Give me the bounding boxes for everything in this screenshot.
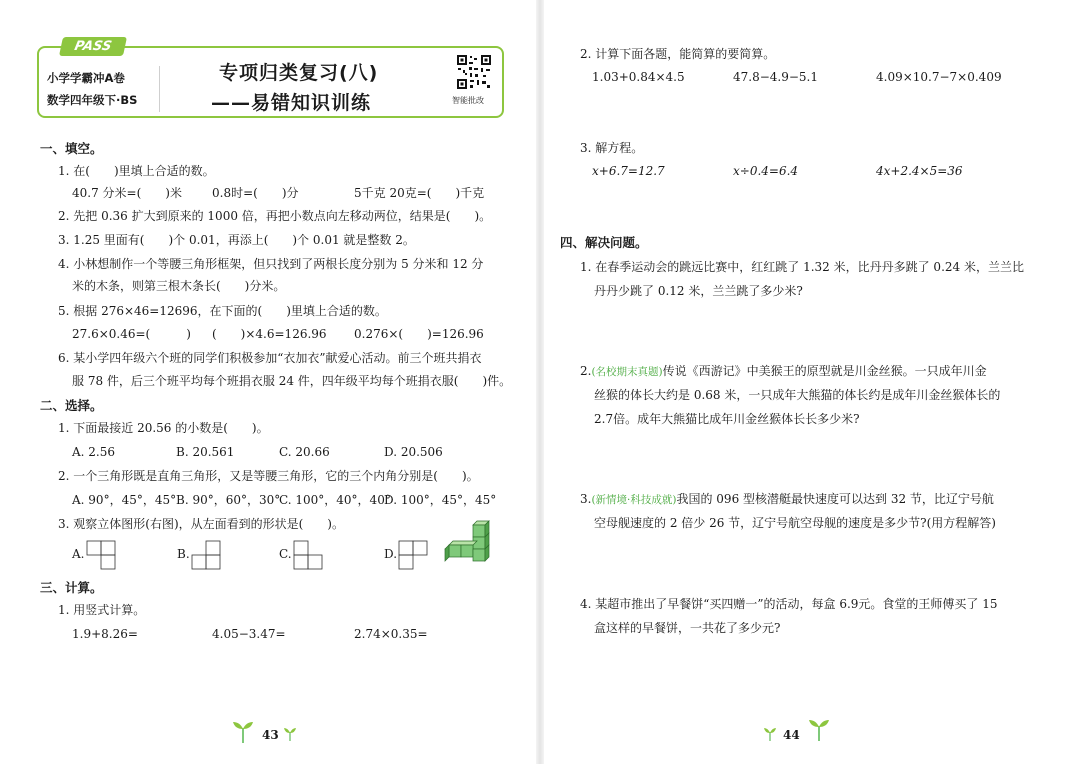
q4-fill-line1: 4. 小林想制作一个等腰三角形框架，但只找到了两根长度分别为 5 分米和 12 分 [58,257,484,271]
calc-q2-item-3: 4.09×10.7−7×0.409 [876,70,1002,84]
calc-q2: 2. 计算下面各题，能简算的要简算。 [580,47,776,61]
c-q1-option-d[interactable]: D. 20.506 [384,445,443,459]
page-subtitle: ——易错知识训练 [211,92,372,114]
section-calc-heading: 三、计算。 [40,580,103,595]
problem-3-tag: (新情境·科技成就) [591,494,677,506]
q6-fill-line2: 服 78 件，后三个班平均每个班捐衣服 24 件，四年级平均每个班捐衣服( )件。 [72,374,512,388]
qr-label: 智能批改 [452,96,484,105]
pass-badge: PASS [59,37,127,56]
calc-q3: 3. 解方程。 [580,141,644,155]
c-q1-option-a[interactable]: A. 2.56 [72,445,116,459]
c-q1: 1. 下面最接近 20.56 的小数是( )。 [58,421,269,435]
q5-fill: 5. 根据 276×46=12696，在下面的( )里填上合适的数。 [58,304,387,318]
equation-1: x+6.7=12.7 [592,164,665,178]
section-problems-heading: 四、解决问题。 [560,235,648,250]
view-shape-c [293,540,323,570]
problem-2-line1 [580,364,987,379]
calc-item-2: 4.05−3.47= [212,627,286,641]
view-shape-b [191,540,221,570]
problem-4-line1: 4. 某超市推出了早餐饼“买四赠一”的活动，每盒 6.9元。食堂的王师傅买了 15 [580,597,998,611]
q1c: 5千克 20克=( )千克 [354,186,485,200]
worksheet-header [37,39,504,118]
calc-q2-item-1: 1.03+0.84×4.5 [592,70,685,84]
c-q3-option-d[interactable]: D. [384,547,398,561]
page-number-left: 43 [262,728,279,742]
q5c: 0.276×( )=126.96 [354,327,484,341]
q1-fill: 1. 在( )里填上合适的数。 [58,164,215,178]
section-fill-heading: 一、填空。 [40,141,103,156]
problem-2-line3: 2.7倍。成年大熊猫比成年川金丝猴体长长多少米? [594,412,860,426]
page-number-right: 44 [783,728,800,742]
q5a: 27.6×0.46=( ) [72,327,191,341]
q1b: 0.8时=( )分 [212,186,299,200]
calc-item-1: 1.9+8.26= [72,627,138,641]
section-choice-heading: 二、选择。 [40,398,103,413]
equation-2: x÷0.4=6.4 [733,164,799,178]
q3-fill: 3. 1.25 里面有( )个 0.01，再添上( )个 0.01 就是整数 2。 [58,233,415,247]
problem-2-line2: 丝猴的体长大约是 0.68 米，一只成年大熊猫的体长约是成年川金丝猴体长的 [594,388,1001,402]
calc-q2-item-2: 47.8−4.9−5.1 [733,70,818,84]
calc-q1: 1. 用竖式计算。 [58,603,146,617]
view-shape-d [398,540,428,570]
problem-3-line2: 空母舰速度的 2 倍少 26 节，辽宁号航空母舰的速度是多少节?(用方程解答) [594,516,996,530]
series-name: 小学学霸冲A卷 [47,71,125,85]
q5b: ( )×4.6=126.96 [212,327,327,341]
c-q2-option-b[interactable]: B. 90°，60°，30° [176,493,281,507]
qr-code-icon[interactable] [456,54,492,90]
sprout-icon [232,720,254,744]
problem-3-number: 3. [580,492,592,506]
small-sprout-icon [284,726,296,742]
series-box [41,66,160,112]
c-q2-option-a[interactable]: A. 90°，45°，45° [72,493,177,507]
q6-fill-line1: 6. 某小学四年级六个班的同学们积极参加“衣加衣”献爱心活动。前三个班共捐衣 [58,351,482,365]
c-q3-option-c[interactable]: C. [279,547,292,561]
problem-1-line2: 丹丹少跳了 0.12 米，兰兰跳了多少米? [594,284,803,298]
c-q3-option-b[interactable]: B. [177,547,190,561]
problem-2-tag: (名校期末真题) [591,366,663,378]
problem-2-number: 2. [580,364,592,378]
c-q3: 3. 观察立体图形(右图)，从左面看到的形状是( )。 [58,517,344,531]
grade-label: 数学四年级下·BS [47,93,138,107]
c-q1-option-b[interactable]: B. 20.561 [176,445,235,459]
page-title: 专项归类复习(八) [219,62,379,84]
c-q2-option-c[interactable]: C. 100°，40°，40° [279,493,391,507]
c-q1-option-c[interactable]: C. 20.66 [279,445,330,459]
problem-3-line1 [580,492,994,507]
c-q2: 2. 一个三角形既是直角三角形，又是等腰三角形，它的三个内角分别是( )。 [58,469,479,483]
problem-4-line2: 盒这样的早餐饼，一共花了多少元? [594,621,781,635]
view-shape-a [86,540,116,570]
problem-3-text: 我国的 096 型核潜艇最快速度可以达到 32 节，比辽宁号航 [676,492,994,506]
q1a: 40.7 分米=( )米 [72,186,182,200]
equation-3: 4x+2.4×5=36 [876,164,963,178]
right-page [540,0,1080,764]
c-q2-option-d[interactable]: D. 100°，45°，45° [384,493,497,507]
cube-figure [443,518,499,564]
problem-1-line1: 1. 在春季运动会的跳远比赛中，红红跳了 1.32 米，比丹丹多跳了 0.24 米，兰兰比 [580,260,1024,274]
c-q3-option-a[interactable]: A. [72,547,85,561]
calc-item-3: 2.74×0.35= [354,627,428,641]
q4-fill-line2: 米的木条，则第三根木条长( )分米。 [72,279,286,293]
problem-2-text: 传说《西游记》中美猴王的原型就是川金丝猴。一只成年川金 [662,364,987,378]
sprout-icon [808,718,830,742]
small-sprout-icon [764,726,776,742]
q2-fill: 2. 先把 0.36 扩大到原来的 1000 倍，再把小数点向左移动两位，结果是( )。 [58,209,492,223]
